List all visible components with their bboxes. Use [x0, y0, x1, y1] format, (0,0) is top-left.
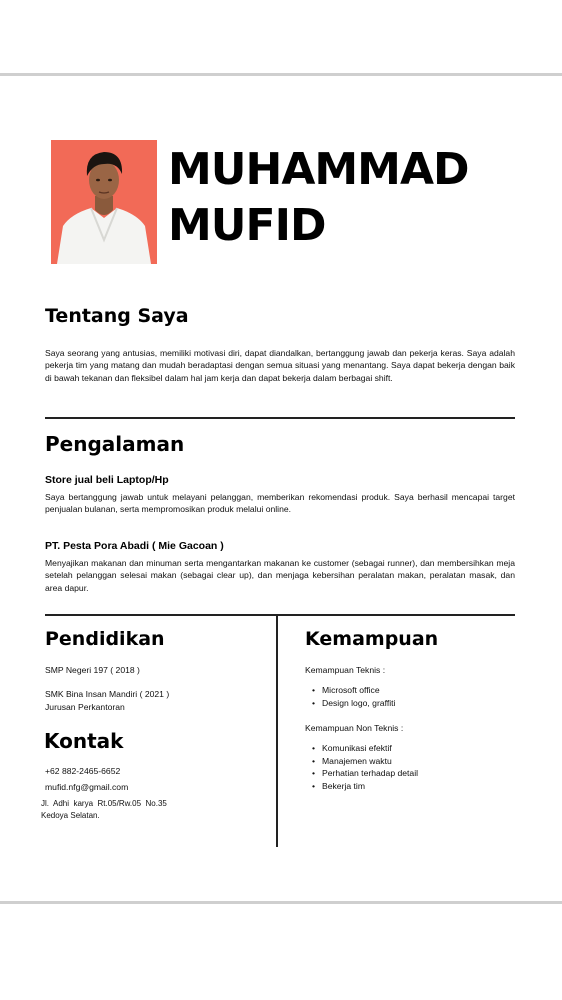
about-text: Saya seorang yang antusias, memiliki motivasi diri, dapat diandalkan, bertanggung jawab dan pekerja keras. Saya adalah pekerja tim yang matang dan mudah beradaptasi dengan semua situasi yang menantang. Saya dapat bekerja dengan baik di bawah tekanan dan fleksibel dalam hal jam kerja dan dapat bekerja dalam berbagai shift.: [45, 348, 515, 383]
nontechnical-skills-label: Kemampuan Non Teknis :: [305, 723, 404, 733]
name-line-2: MUFID: [168, 200, 326, 251]
major: Jurusan Perkantoran: [45, 702, 125, 712]
list-item: • Manajemen waktu: [305, 755, 418, 768]
job-title: Store jual beli Laptop/Hp: [45, 474, 169, 486]
person-photo-icon: [51, 140, 157, 264]
job-title: PT. Pesta Pora Abadi ( Mie Gacoan ): [45, 540, 224, 552]
name-line-1: MUHAMMAD: [168, 144, 469, 195]
technical-skills-list: [305, 684, 395, 709]
bottom-border: [0, 901, 562, 904]
divider: [45, 614, 515, 616]
education-title: Pendidikan: [45, 628, 165, 650]
list-item: • Perhatian terhadap detail: [305, 767, 418, 780]
column-divider: [276, 615, 278, 847]
nontechnical-skills-list: [305, 742, 418, 792]
person-name: [168, 142, 469, 254]
profile-photo: [51, 140, 157, 264]
technical-skills-label: Kemampuan Teknis :: [305, 665, 386, 675]
phone-number: +62 882-2465-6652: [45, 766, 121, 776]
job-description: Saya bertanggung jawab untuk melayani pelanggan, memberikan rekomendasi produk. Saya berhasil mencapai target penjualan bulanan, serta mempromosikan produk melalui online.: [45, 492, 515, 515]
address-line-1: Jl. Adhi karya Rt.05/Rw.05 No.35: [41, 799, 167, 808]
list-item: • Design logo, graffiti: [305, 697, 395, 710]
list-item: • Bekerja tim: [305, 780, 418, 793]
about-title: Tentang Saya: [45, 305, 189, 327]
address-line-2: Kedoya Selatan.: [41, 811, 100, 820]
email-address: mufid.nfg@gmail.com: [45, 782, 129, 792]
school-1: SMP Negeri 197 ( 2018 ): [45, 665, 140, 675]
contact-title: Kontak: [44, 729, 124, 753]
list-item: • Komunikasi efektif: [305, 742, 418, 755]
list-item: • Microsoft office: [305, 684, 395, 697]
experience-title: Pengalaman: [45, 432, 185, 456]
skills-title: Kemampuan: [305, 628, 439, 650]
divider: [45, 417, 515, 419]
school-2: SMK Bina Insan Mandiri ( 2021 ): [45, 689, 170, 699]
top-border: [0, 73, 562, 76]
job-description: Menyajikan makanan dan minuman serta mengantarkan makanan ke customer (sebagai runner), dan membersihkan meja setelah pelanggan selesai makan (sebagai clear up), dan menjaga kebersihan peralatan makan, peralatan masak, dan area dapur.: [45, 558, 515, 593]
